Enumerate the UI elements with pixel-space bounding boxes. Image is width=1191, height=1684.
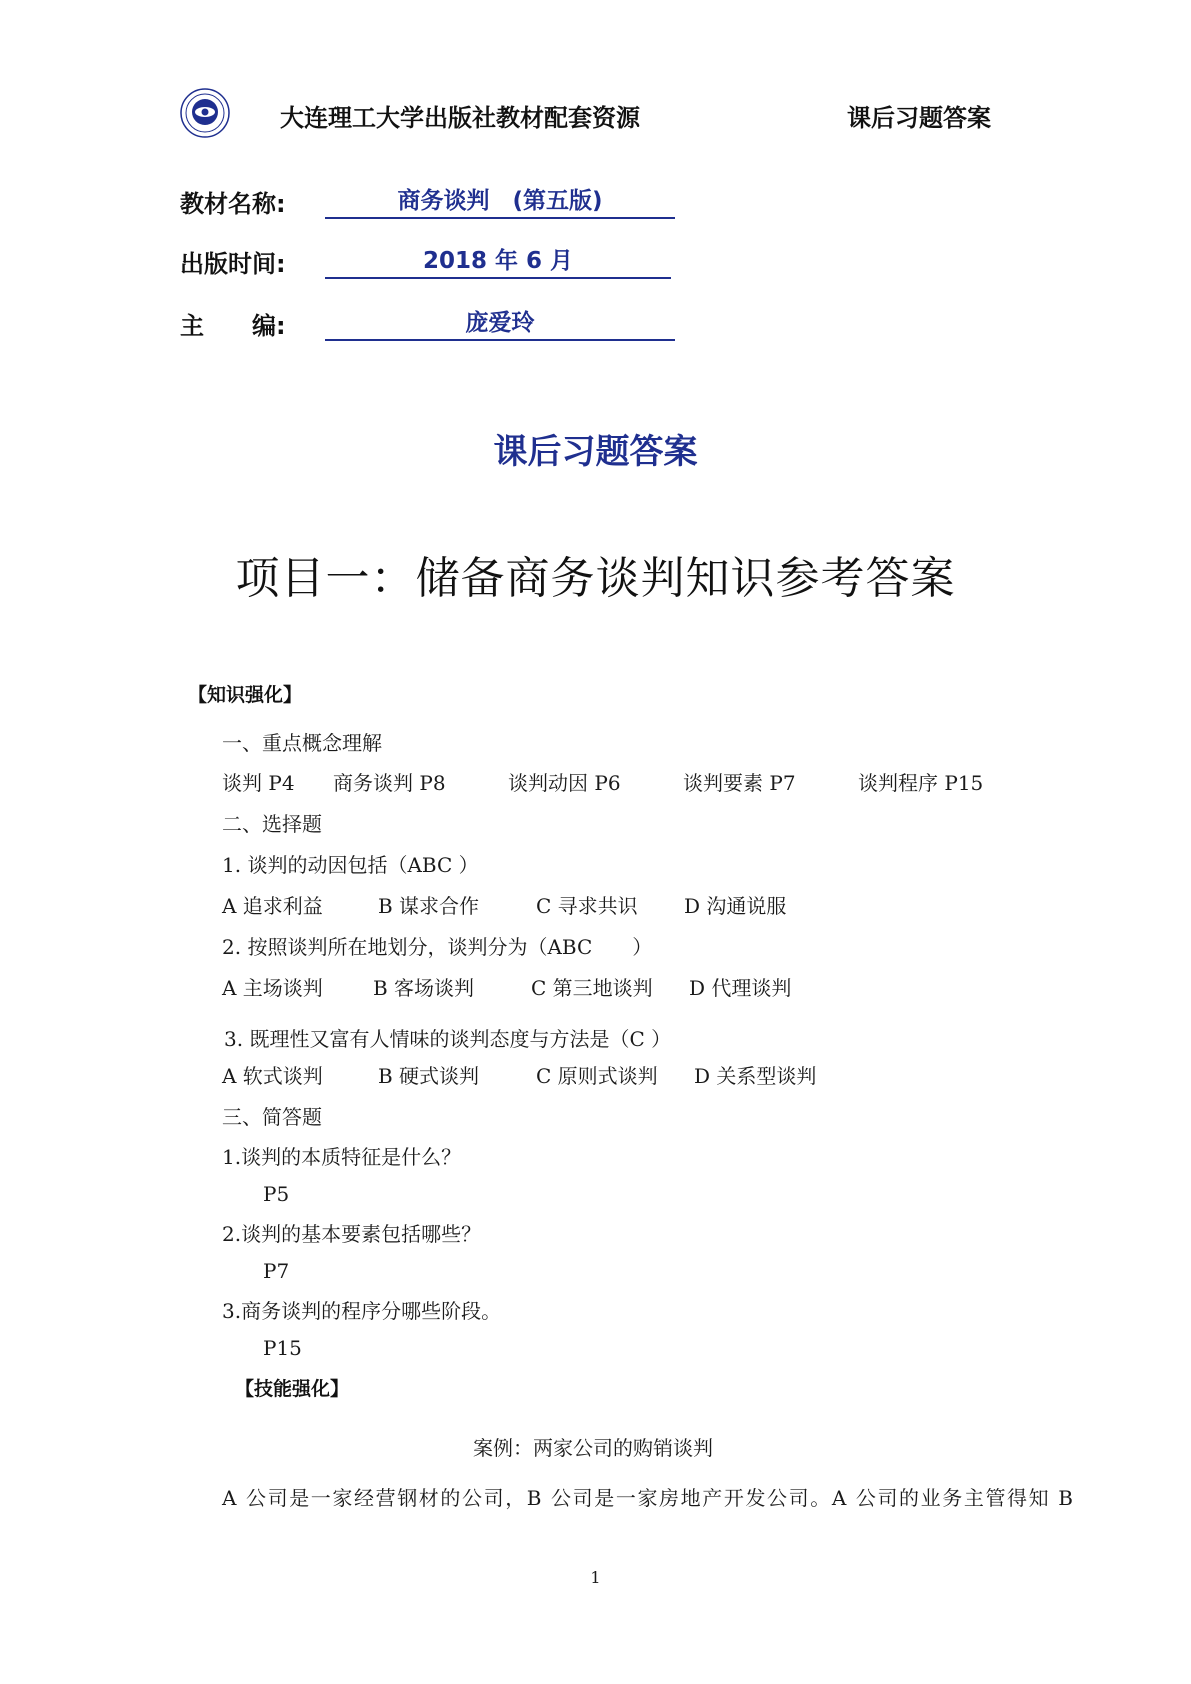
concept-item: 谈判 P4 (222, 771, 295, 795)
q3-option: C 原则式谈判 (536, 1064, 658, 1088)
editor-value: 庞爱玲 (325, 304, 675, 341)
q2-option: B 客场谈判 (373, 976, 475, 1000)
case-title: 案例：两家公司的购销谈判 (473, 1436, 713, 1460)
q3-option: A 软式谈判 (222, 1064, 323, 1088)
date-label: 出版时间: (180, 250, 286, 278)
concept-item: 谈判程序 P15 (858, 771, 984, 795)
header-right-title: 课后习题答案 (847, 104, 991, 132)
q1-option: B 谋求合作 (378, 894, 480, 918)
knowledge-section-tag: 【知识强化】 (188, 684, 303, 706)
q1-option: C 寻求共识 (536, 894, 638, 918)
concept-item: 商务谈判 P8 (333, 771, 446, 795)
part3-heading: 三、简答题 (222, 1105, 322, 1129)
answers-subtitle: 课后习题答案 (493, 432, 698, 472)
date-value: 2018 年 6 月 (325, 242, 671, 279)
case-paragraph: A 公司是一家经营钢材的公司，B 公司是一家房地产开发公司。A 公司的业务主管得知 B (222, 1486, 1075, 1510)
short-answer-1: P5 (263, 1182, 290, 1206)
question-3: 3. 既理性又富有人情味的谈判态度与方法是（C ） (224, 1027, 672, 1051)
textbook-value: 商务谈判 (第五版) (325, 182, 675, 219)
textbook-label: 教材名称: (180, 190, 286, 218)
concept-item: 谈判动因 P6 (508, 771, 621, 795)
publisher-name: 大连理工大学出版社教材配套资源 (280, 104, 640, 132)
editor-label: 主 编: (180, 312, 286, 340)
q2-option: D 代理谈判 (689, 976, 792, 1000)
short-answer-2: P7 (263, 1259, 290, 1283)
question-2: 2. 按照谈判所在地划分，谈判分为（ABC ） (222, 935, 653, 959)
question-1: 1. 谈判的动因包括（ABC ） (222, 853, 479, 877)
q3-option: B 硬式谈判 (378, 1064, 480, 1088)
short-question-2: 2.谈判的基本要素包括哪些？ (222, 1222, 482, 1246)
q3-option: D 关系型谈判 (694, 1064, 817, 1088)
part1-heading: 一、重点概念理解 (222, 731, 382, 755)
concept-item: 谈判要素 P7 (683, 771, 796, 795)
publisher-logo (180, 88, 230, 138)
q2-option: C 第三地谈判 (531, 976, 653, 1000)
project-title: 项目一：储备商务谈判知识参考答案 (235, 553, 956, 604)
q1-option: A 追求利益 (222, 894, 323, 918)
q1-option: D 沟通说服 (684, 894, 787, 918)
short-question-3: 3.商务谈判的程序分哪些阶段。 (222, 1299, 502, 1323)
short-question-1: 1.谈判的本质特征是什么？ (222, 1145, 462, 1169)
part2-heading: 二、选择题 (222, 812, 322, 836)
skill-section-tag: 【技能强化】 (235, 1378, 350, 1400)
q2-option: A 主场谈判 (222, 976, 323, 1000)
short-answer-3: P15 (263, 1336, 302, 1360)
page-number: 1 (590, 1568, 601, 1587)
